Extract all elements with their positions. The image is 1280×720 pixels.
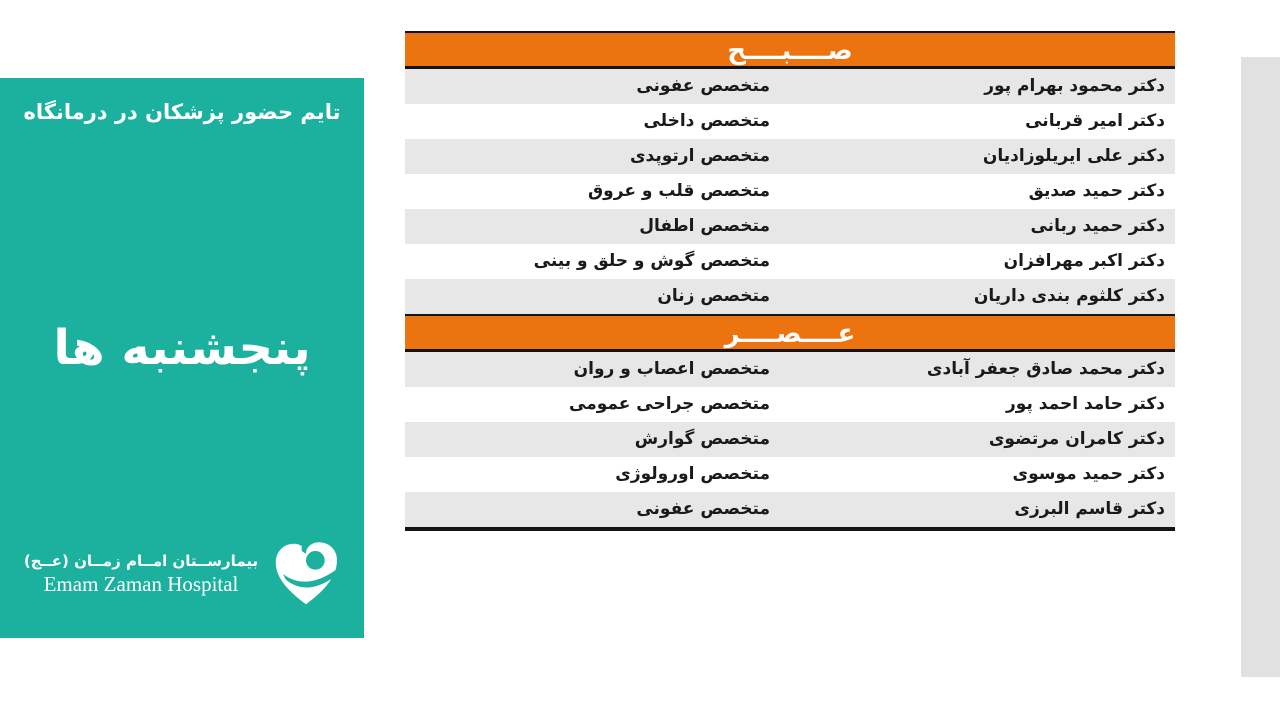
- hospital-logo: [23, 538, 336, 610]
- specialty: متخصص اورولوژی: [615, 464, 770, 484]
- specialty: متخصص زنان: [657, 286, 770, 306]
- hospital-name-block: [24, 552, 258, 597]
- doctor-name: دکتر اکبر مهرافزان: [1003, 251, 1165, 271]
- specialty: متخصص اطفال: [639, 216, 770, 236]
- doctor-name: دکتر حمید ربانی: [1030, 216, 1165, 236]
- right-edge-strip: [1241, 57, 1280, 677]
- table-row: [405, 492, 1175, 527]
- table-row: [405, 244, 1175, 279]
- doctor-name: دکتر امیر قربانی: [1025, 111, 1165, 131]
- table-row: [405, 209, 1175, 244]
- specialty: متخصص اعصاب و روان: [573, 359, 770, 379]
- table-row: [405, 174, 1175, 209]
- specialty: متخصص جراحی عمومی: [569, 394, 770, 414]
- table-row: [405, 279, 1175, 314]
- doctor-name: دکتر کامران مرتضوی: [988, 429, 1165, 449]
- table-row: [405, 139, 1175, 174]
- table-row: [405, 387, 1175, 422]
- doctor-name: دکتر حمید موسوی: [1012, 464, 1165, 484]
- sidebar: [0, 78, 364, 638]
- doctor-name: دکتر حمید صدیق: [1028, 181, 1165, 201]
- table-row: [405, 104, 1175, 139]
- specialty: متخصص عفونی: [636, 499, 770, 519]
- table-row: [405, 69, 1175, 104]
- doctor-name: دکتر علی ایریلوزادیان: [982, 146, 1165, 166]
- section-header: عــــصــــر: [405, 314, 1175, 352]
- page-title: تایم حضور پزشکان در درمانگاه: [23, 100, 341, 124]
- hospital-name-fa: بیمارســتان امــام زمــان (عــج): [23, 551, 259, 570]
- doctor-name: دکتر کلثوم بندی داریان: [973, 286, 1165, 306]
- hospital-heart-logo-icon: [270, 538, 342, 610]
- specialty: متخصص قلب و عروق: [587, 181, 770, 201]
- schedule-table: [405, 31, 1175, 531]
- table-row: [405, 422, 1175, 457]
- specialty: متخصص داخلی: [643, 111, 770, 131]
- specialty: متخصص ارتوپدی: [629, 146, 770, 166]
- table-row: [405, 457, 1175, 492]
- doctor-name: دکتر محمود بهرام پور: [984, 76, 1165, 96]
- hospital-name-en: Emam Zaman Hospital: [43, 571, 239, 596]
- section-header: صــــبــــح: [405, 31, 1175, 69]
- doctor-name: دکتر قاسم البرزی: [1014, 499, 1165, 519]
- specialty: متخصص گوارش: [634, 429, 770, 449]
- doctor-name: دکتر حامد احمد پور: [1006, 394, 1165, 414]
- specialty: متخصص عفونی: [636, 76, 770, 96]
- doctor-name: دکتر محمد صادق جعفر آبادی: [926, 359, 1165, 379]
- table-row: [405, 352, 1175, 387]
- specialty: متخصص گوش و حلق و بینی: [533, 251, 770, 271]
- weekday-label: پنجشنبه ها: [53, 320, 311, 376]
